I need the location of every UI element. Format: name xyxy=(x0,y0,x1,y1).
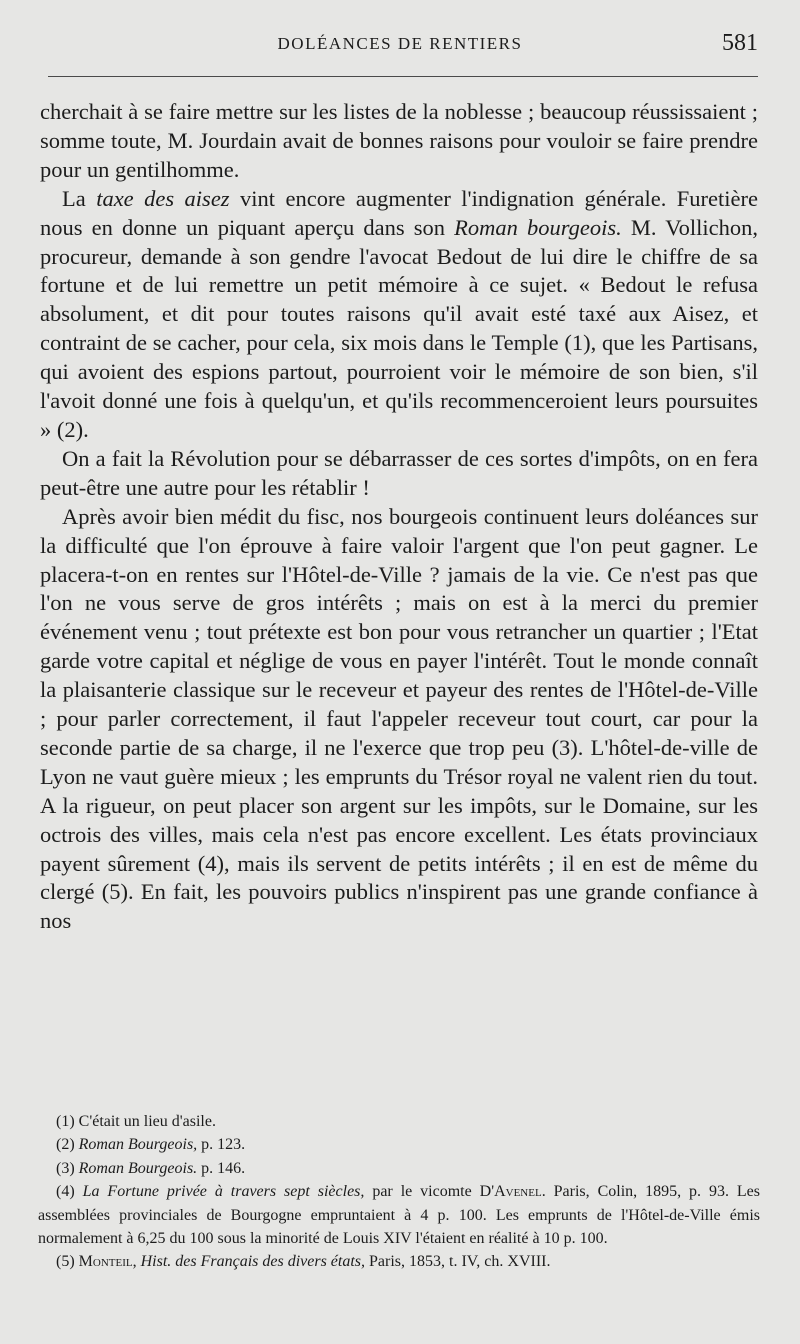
paragraph-4 xyxy=(40,503,758,937)
paragraph-2-text-c: M. Vollichon, procureur, demande à son gendre l'avocat Bedout de lui dire le chiffre de sa fortune et de lui remettre un petit mémoire à ce sujet. « Bedout le refusa absolument, et dit pour toutes raisons qu'il avait esté taxé aux Aisez, et contraint de se cacher, pour cela, six mois dans le Temple (1), que les Partisans, qui avoient des espions partout, pourroient voir le mémoire de son bien, s'il l'avoit donné une fois à quelqu'un, et qu'ils recommenceroient leurs poursuites » (2). xyxy=(40,214,758,442)
footnote-2 xyxy=(38,1133,760,1156)
paragraph-2-text-b: vint encore augmenter l'indignation générale. Furetière nous en donne un piquant aperçu dans son xyxy=(40,185,759,240)
paragraph-1 xyxy=(40,98,758,185)
footnote-3-rest: p. 146. xyxy=(197,1159,246,1177)
footnote-3-title: Roman Bourgeois. xyxy=(78,1159,198,1177)
header-rule xyxy=(48,76,758,77)
footnote-2-title: Roman Bourgeois, xyxy=(78,1136,198,1154)
footnote-5-number: (5) xyxy=(56,1253,79,1271)
footnote-1 xyxy=(38,1110,760,1133)
footnote-4-text-a: par le vicomte xyxy=(364,1183,480,1201)
footnote-4 xyxy=(38,1180,760,1250)
paragraph-2 xyxy=(40,185,758,445)
footnote-4-number: (4) xyxy=(56,1183,83,1201)
footnote-4-title: La Fortune privée à travers sept siècles, xyxy=(82,1183,365,1201)
paragraph-1-text: cherchait à se faire mettre sur les listes de la noblesse ; beaucoup réussissaient ; somme toute, M. Jourdain avait de bonnes raisons pour vouloir se faire prendre pour un gentilhomme. xyxy=(40,99,758,182)
footnote-5-separator: , xyxy=(132,1253,141,1271)
footnotes xyxy=(38,1110,760,1274)
footnote-4-text-b: . Paris, Colin, 1895, p. 93. Les assemblées provinciales de Bourgogne empruntaient à 4 p. 100. Les emprunts de l'Hôtel-de-Ville émis normalement à 6,25 du 100 sous la minorité de Louis XIV l'étaient en réalité à 10 p. 100. xyxy=(38,1183,760,1248)
page-header xyxy=(40,30,760,70)
paragraph-4-text: Après avoir bien médit du fisc, nos bourgeois continuent leurs doléances sur la difficulté que l'on éprouve à faire valoir l'argent que l'on peut gagner. Le placera-t-on en rentes sur l'Hôtel-de-Ville ? jamais de la vie. Ce n'est pas que l'on ne vous serve de gros intérêts ; mais on est à la merci du premier événement venu ; tout prétexte est bon pour vous retrancher un quartier ; l'Etat garde votre capital et néglige de vous en payer l'intérêt. Tout le monde connaît la plaisanterie classique sur le receveur et payeur des rentes de l'Hôtel-de-Ville ; pour parler correctement, il faut l'appeler receveur tout court, car pour la seconde partie de sa charge, il ne l'exerce que trop peu (3). L'hôtel-de-ville de Lyon ne vaut guère mieux ; les emprunts du Trésor royal ne valent rien du tout. A la rigueur, on peut placer son argent sur les impôts, sur le Domaine, sur les octrois des villes, mais cela n'est pas encore excellent. Les états provinciaux payent sûrement (4), mais ils servent de petits intérêts ; il en est de même du clergé (5). En fait, les pouvoirs publics n'inspirent pas une grande confiance à nos xyxy=(40,503,758,934)
footnote-5 xyxy=(38,1250,760,1273)
page-number: 581 xyxy=(722,30,758,56)
italic-phrase: taxe des aisez xyxy=(96,185,230,211)
footnote-2-number: (2) xyxy=(56,1136,79,1154)
footnote-1-text: (1) C'était un lieu d'asile. xyxy=(56,1113,216,1130)
paragraph-3 xyxy=(40,445,758,503)
footnote-3 xyxy=(38,1157,760,1180)
italic-title: Roman bourgeois. xyxy=(454,214,622,240)
footnote-5-title: Hist. des Français des divers états, xyxy=(140,1253,366,1271)
footnote-5-rest: Paris, 1853, t. IV, ch. XVIII. xyxy=(365,1253,551,1271)
footnote-5-author: Monteil xyxy=(78,1253,133,1271)
paragraph-3-text: On a fait la Révolution pour se débarrasser de ces sortes d'impôts, on en fera peut-être une autre pour les rétablir ! xyxy=(40,445,758,500)
body-text xyxy=(40,98,758,936)
running-title: DOLÉANCES DE RENTIERS xyxy=(277,34,523,53)
paragraph-2-text-a: La xyxy=(62,185,97,211)
footnote-3-number: (3) xyxy=(56,1159,79,1177)
footnote-2-rest: p. 123. xyxy=(197,1136,246,1154)
footnote-4-author: D'Avenel xyxy=(479,1183,542,1201)
